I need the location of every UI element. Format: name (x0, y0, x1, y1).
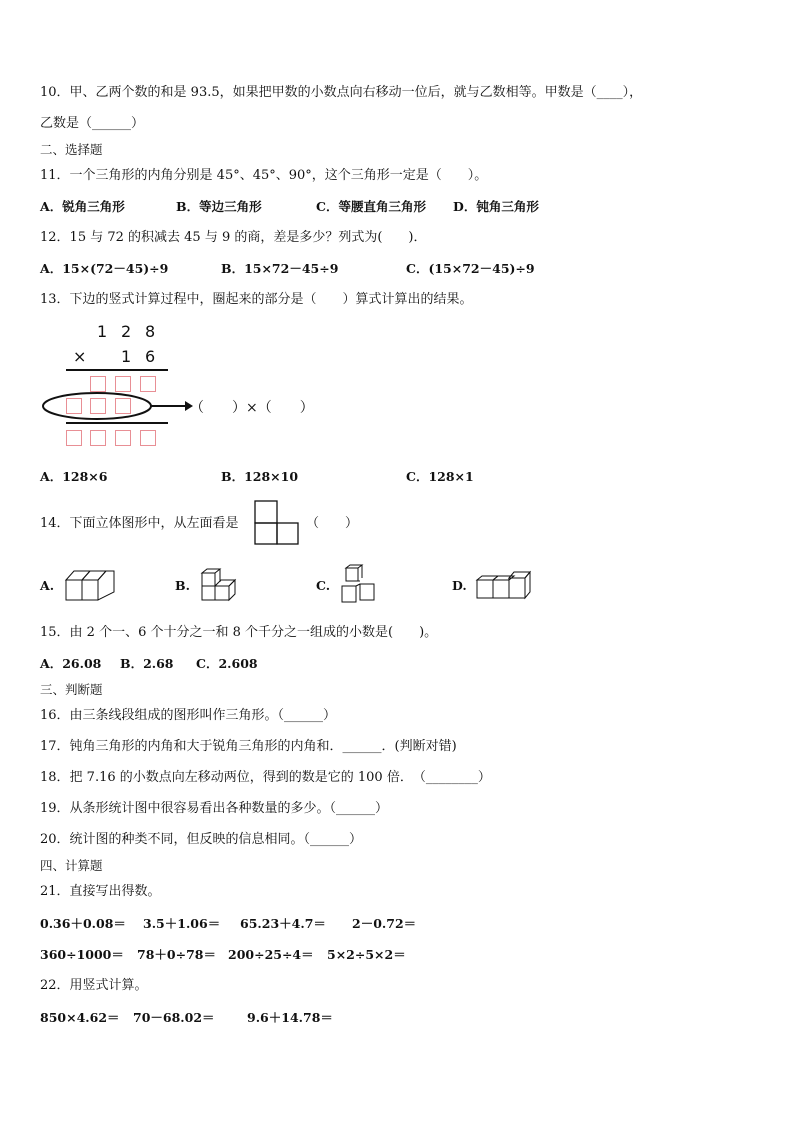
multiplicand-digit: 8 (145, 322, 156, 341)
multiplicand-digit: 2 (121, 322, 132, 341)
circle-arrow (40, 390, 200, 424)
q21-expression: 3.5＋1.06＝ (143, 916, 221, 931)
question-17: 17．钝角三角形的内角和大于锐角三角形的内角和．______．(判断对错) (40, 739, 457, 754)
question-21: 21．直接写出得数。 (40, 884, 161, 899)
q21-expression: 5×2÷5×2＝ (327, 947, 406, 962)
q21-expression: 65.23＋4.7＝ (240, 916, 326, 931)
q13-option-c: C．128×1 (406, 469, 474, 484)
left-view-figure (254, 500, 300, 546)
question-15: 15．由 2 个一、6 个十分之一和 8 个千分之一组成的小数是( )。 (40, 625, 438, 640)
q11-option-a: A．锐角三角形 (40, 199, 125, 214)
q22-expression: 9.6＋14.78＝ (247, 1010, 333, 1025)
q11-option-c: C．等腰直角三角形 (316, 199, 426, 214)
q21-expression: 2－0.72＝ (352, 916, 417, 931)
q21-expression: 200÷25÷4＝ (228, 947, 314, 962)
blank-multiply-expression: （ ）×（ ） (190, 400, 314, 416)
q21-expression: 78＋0÷78＝ (137, 947, 216, 962)
question-10-line-2: 乙数是（______） (40, 116, 145, 131)
q14-option-c-label: C. (316, 578, 331, 593)
question-12: 12．15 与 72 的积减去 45 与 9 的商，差是多少？列式为( )． (40, 230, 427, 245)
question-20: 20．统计图的种类不同，但反映的信息相同。（______） (40, 832, 363, 847)
q21-expression: 360÷1000＝ (40, 947, 124, 962)
sum-line (66, 422, 168, 424)
answer-box (66, 430, 82, 446)
question-11: 11．一个三角形的内角分别是 45°、45°、90°，这个三角形一定是（ ）。 (40, 168, 488, 183)
answer-box (90, 430, 106, 446)
answer-box (140, 430, 156, 446)
q14-option-a-label: A. (40, 578, 55, 593)
section-heading-calculation: 四、计算题 (40, 858, 103, 873)
q15-option-a: A．26.08 (40, 656, 102, 671)
question-10-line-1: 10．甲、乙两个数的和是 93.5，如果把甲数的小数点向右移动一位后，就与乙数相等。甲数是（____）， (40, 85, 643, 100)
question-16: 16．由三条线段组成的图形叫作三角形。（______） (40, 708, 337, 723)
q22-expression: 70－68.02＝ (133, 1010, 215, 1025)
times-sign: × (73, 347, 87, 366)
answer-box (115, 430, 131, 446)
q14-answer-paren: （ ） (306, 516, 359, 531)
cube-figure-d (474, 568, 534, 602)
q12-option-c: C．(15×72－45)÷9 (406, 261, 535, 276)
question-14: 14．下面立体图形中，从左面看是 (40, 516, 239, 531)
question-22: 22．用竖式计算。 (40, 978, 148, 993)
q15-option-c: C．2.608 (196, 656, 258, 671)
q15-option-b: B．2.68 (120, 656, 174, 671)
multiplicand-digit: 1 (97, 322, 108, 341)
q14-option-d-label: D. (452, 578, 467, 593)
cube-figure-a (64, 566, 118, 604)
q13-option-b: B．128×10 (221, 469, 299, 484)
section-heading-judgment: 三、判断题 (40, 682, 103, 697)
question-18: 18．把 7.16 的小数点向左移动两位，得到的数是它的 100 倍． （________） (40, 770, 491, 785)
section-heading-choice: 二、选择题 (40, 142, 103, 157)
q22-expression: 850×4.62＝ (40, 1010, 120, 1025)
question-13: 13．下边的竖式计算过程中，圈起来的部分是（ ）算式计算出的结果。 (40, 292, 473, 307)
question-19: 19．从条形统计图中很容易看出各种数量的多少。（______） (40, 801, 389, 816)
q13-option-a: A．128×6 (40, 469, 108, 484)
multiplier-digit: 6 (145, 347, 156, 366)
q11-option-d: D．钝角三角形 (453, 199, 539, 214)
q21-expression: 0.36＋0.08＝ (40, 916, 126, 931)
sum-line (66, 369, 168, 371)
q12-option-a: A．15×(72－45)÷9 (40, 261, 169, 276)
q12-option-b: B．15×72－45÷9 (221, 261, 339, 276)
cube-figure-b (199, 566, 241, 604)
multiplier-digit: 1 (121, 347, 132, 366)
q14-option-b-label: B. (175, 578, 190, 593)
cube-figure-c (338, 564, 380, 606)
q11-option-b: B．等边三角形 (176, 199, 262, 214)
